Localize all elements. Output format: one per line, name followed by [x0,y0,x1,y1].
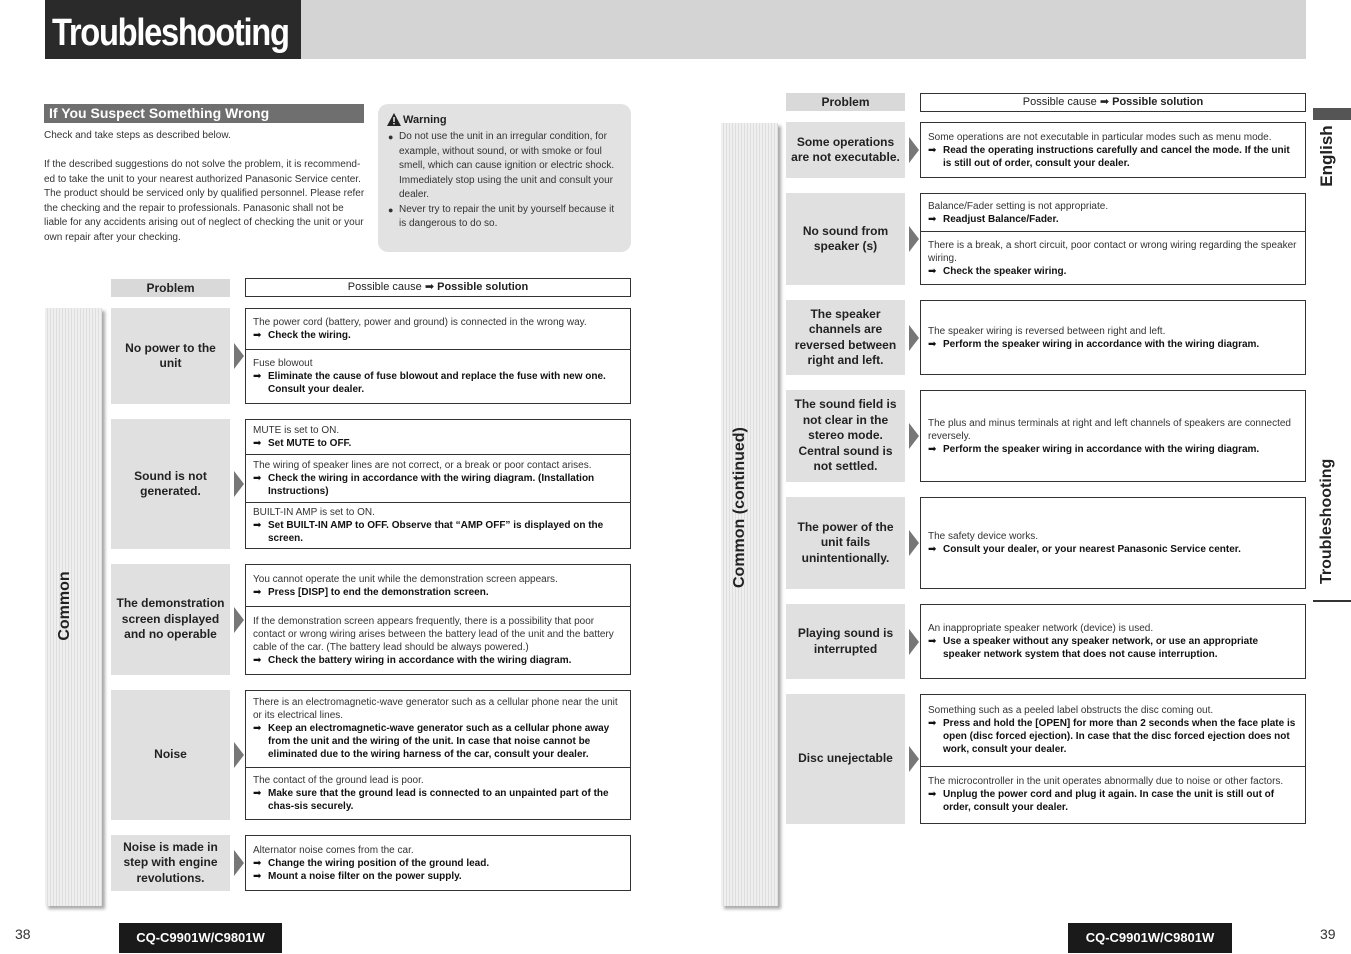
cause-solution-header [920,93,1306,112]
cause-solution-cell [246,454,630,501]
row-arrow-icon [234,742,244,768]
solution-text: ➡ Eliminate the cause of fuse blowout and replace the fuse with new one. Consult your dealer. [253,370,623,396]
cause-text: The speaker wiring is reversed between right and left. [928,325,1166,337]
solution-box [920,497,1306,589]
solution-box [920,694,1306,824]
cause-text: Alternator noise comes from the car. [253,844,414,856]
solution-text: ➡ Use a speaker without any speaker network, or use an appropriate speaker network system that does not cause interruption. [928,635,1298,661]
cause-solution-cell [921,766,1305,823]
solution-box [920,122,1306,178]
solution-text: ➡ Perform the speaker wiring in accordance with the wiring diagram. [928,443,1298,456]
cause-solution-cell [246,502,630,548]
cause-solution-cell [921,123,1305,177]
problem-cell: The demonstration screen displayed and no operable [111,564,230,675]
cause-solution-cell [921,498,1305,588]
side-label: Common (continued) [731,427,748,588]
solution-text: ➡ Set MUTE to OFF. [253,437,623,450]
problem-cell: Playing sound is interrupted [786,604,905,679]
solution-header: Possible solution [1112,96,1204,108]
problem-cell: Some operations are not executable. [786,122,905,178]
cause-text: There is a break, a short circuit, poor contact or wrong wiring regarding the speaker wiring. [928,239,1297,264]
cause-text: If the demonstration screen appears frequently, there is a possibility that poor contact or wrong wiring arises between the battery lead of the unit and the battery cable of the car. (The battery lead should be always powered.) [253,615,614,653]
solution-text: ➡ Unplug the power cord and plug it again. In case the unit is still out of order, consult your dealer. [928,788,1298,814]
cause-text: The power cord (battery, power and ground) is connected in the wrong way. [253,317,587,329]
model-label: CQ-C9901W/C9801W [119,923,282,953]
solution-text: ➡ Mount a noise filter on the power supply. [253,870,623,883]
solution-box [245,564,631,675]
solution-text: ➡ Press [DISP] to end the demonstration screen. [253,586,623,599]
row-arrow-icon [234,471,244,497]
solution-text: ➡ Change the wiring position of the ground lead. [253,857,623,870]
cause-solution-cell [921,301,1305,374]
cause-solution-cell [921,231,1305,284]
warning-item: ● Never try to repair the unit by yourself because it is dangerous to do so. [388,203,624,232]
row-arrow-icon [234,343,244,369]
cause-text: Some operations are not executable in particular modes such as menu mode. [928,131,1272,143]
section-title: If You Suspect Something Wrong [44,104,364,123]
side-label: Common [56,571,73,641]
problem-cell: The speaker channels are reversed between right and left. [786,300,905,375]
warning-title: Warning [403,113,447,126]
row-arrow-icon [909,325,919,351]
cause-text: The wiring of speaker lines are not correct, or a break or poor contact arises. [253,460,592,472]
cause-text: The plus and minus terminals at right and left channels of speakers are connected reversely. [928,417,1291,442]
row-arrow-icon [234,850,244,876]
solution-text: ➡ Check the wiring in accordance with the wiring diagram. (Installation Instructions) [253,472,623,498]
solution-text: ➡ Perform the speaker wiring in accordance with the wiring diagram. [928,338,1298,351]
row-arrow-icon [909,423,919,449]
cause-solution-cell [246,309,630,349]
cause-solution-cell [921,695,1305,766]
intro-text-2: If the described suggestions do not solve the problem, it is recommend-ed to take the unit to your nearest authorized Panasonic Service center. The product should be serviced only by qualified personnel. Please refer the checking and the repair to professionals. Panasonic shall not be liable for any accidents arising out of neglect of checking the unit or your own repair after your checking. [44,159,365,243]
cause-solution-cell [246,349,630,403]
problem-header: Problem [786,93,905,111]
solution-text: ➡ Check the battery wiring in accordance with the wiring diagram. [253,654,623,667]
solution-text: ➡ Press and hold the [OPEN] for more than 2 seconds when the face plate is open (disc forced ejection). In case that the disc forced ejection does not work, consult your dealer. [928,717,1298,756]
cause-solution-cell [246,606,630,674]
cause-text: BUILT-IN AMP is set to ON. [253,506,375,518]
problem-cell: No power to the unit [111,308,230,404]
side-column [721,123,778,906]
cause-text: You cannot operate the unit while the demonstration screen appears. [253,573,558,585]
row-arrow-icon [909,746,919,772]
cause-header: Possible cause [347,281,422,293]
solution-box [920,300,1306,375]
page-number: 38 [15,926,31,942]
intro-text-1: Check and take steps as described below. [44,130,231,141]
cause-text: Something such as a peeled label obstructs the disc coming out. [928,705,1214,717]
solution-text: ➡ Readjust Balance/Fader. [928,213,1298,226]
cause-solution-cell [246,420,630,454]
problem-cell: Disc unejectable [786,694,905,824]
problem-cell: The power of the unit fails unintentionally. [786,497,905,589]
cause-text: MUTE is set to ON. [253,425,340,437]
cause-solution-cell [921,605,1305,678]
tab-english: English [1317,125,1336,187]
row-arrow-icon [909,629,919,655]
warning-item: ● Do not use the unit in an irregular condition, for example, without sound, or with smoke or foul smell, which can cause ignition or electric shock. Immediately stop using the unit and consult your dealer. [388,130,624,203]
solution-header: Possible solution [437,281,529,293]
solution-text: ➡ Check the speaker wiring. [928,265,1298,278]
solution-box [245,308,631,404]
tab-marker [1313,108,1351,120]
cause-solution-cell [246,836,630,890]
cause-text: The microcontroller in the unit operates abnormally due to noise or other factors. [928,776,1284,788]
solution-text: ➡ Set BUILT-IN AMP to OFF. Observe that “AMP OFF” is displayed on the screen. [253,519,623,545]
cause-text: An inappropriate speaker network (device) is used. [928,623,1154,634]
cause-solution-cell [921,391,1305,481]
page-number: 39 [1320,926,1336,942]
solution-box [245,835,631,891]
warning-box [378,104,631,252]
solution-box [920,193,1306,285]
cause-text: Balance/Fader setting is not appropriate. [928,200,1109,212]
arrow-icon: ➡ [1099,96,1110,108]
problem-cell: Noise is made in step with engine revolutions. [111,835,230,891]
problem-header: Problem [111,279,230,297]
row-arrow-icon [909,226,919,252]
cause-text: The safety device works. [928,531,1039,542]
solution-box [245,419,631,549]
cause-text: The contact of the ground lead is poor. [253,774,424,786]
problem-cell: Noise [111,690,230,820]
warning-list [388,130,624,232]
solution-text: ➡ Keep an electromagnetic-wave generator such as a cellular phone away from the unit and the wiring of the unit. In case that noise cannot be eliminated due to the wiring harness of the car, consult your dealer. [253,722,623,761]
tab-troubleshooting: Troubleshooting [1318,458,1335,584]
cause-header: Possible cause [1022,96,1097,108]
problem-cell: No sound from speaker (s) [786,193,905,285]
problem-cell: The sound field is not clear in the stereo mode. Central sound is not settled. [786,390,905,482]
solution-box [920,390,1306,482]
cause-solution-cell [921,194,1305,231]
solution-text: ➡ Consult your dealer, or your nearest Panasonic Service center. [928,543,1298,556]
cause-solution-cell [246,565,630,606]
row-arrow-icon [909,530,919,556]
row-arrow-icon [234,607,244,633]
solution-box [920,604,1306,679]
cause-text: There is an electromagnetic-wave generator such as a cellular phone near the unit or its electrical lines. [253,697,618,722]
warning-triangle-icon [387,113,401,126]
tab-divider [1313,600,1351,602]
solution-text: ➡ Read the operating instructions carefully and cancel the mode. If the unit is still out of order, consult your dealer. [928,144,1298,170]
problem-cell: Sound is not generated. [111,419,230,549]
solution-text: ➡ Make sure that the ground lead is connected to an unpainted part of the chas-sis securely. [253,787,623,813]
row-arrow-icon [909,137,919,163]
cause-solution-cell [246,691,630,767]
cause-text: Fuse blowout [253,358,313,370]
arrow-icon: ➡ [424,281,435,293]
model-label: CQ-C9901W/C9801W [1068,923,1232,953]
cause-solution-header [245,278,631,297]
cause-solution-cell [246,767,630,819]
solution-text: ➡ Check the wiring. [253,329,623,342]
page-title: Troubleshooting [52,12,289,54]
solution-box [245,690,631,820]
